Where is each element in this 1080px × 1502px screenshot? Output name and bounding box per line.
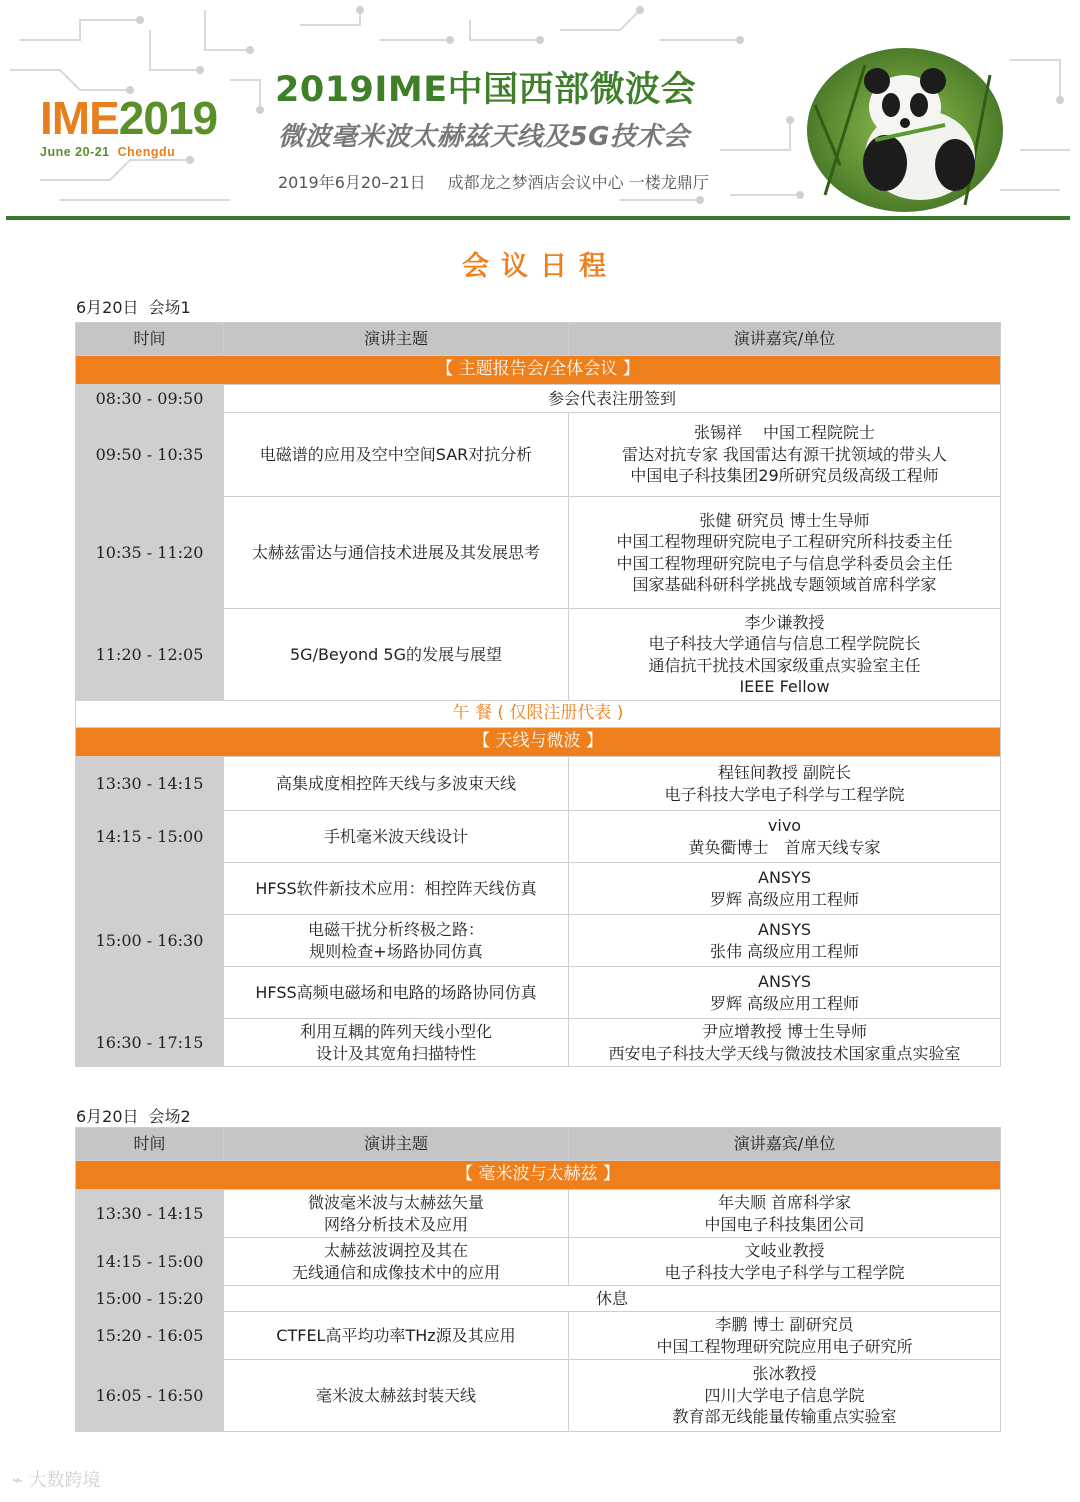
- header-speaker: 演讲嘉宾/单位: [569, 323, 1001, 356]
- speaker-cell: [569, 915, 1001, 967]
- speaker-line: 李少谦教授: [744, 612, 825, 632]
- section-band-keynote: 【 主题报告会/全体会议 】: [76, 356, 1001, 385]
- session1-hall: 会场1: [148, 298, 191, 317]
- session2-label: [76, 1104, 191, 1127]
- lunch-label: 午 餐 ( 仅限注册代表 ): [76, 701, 1001, 728]
- table-row: [76, 1019, 1001, 1067]
- topic-cell: [224, 1190, 569, 1238]
- table-row: [76, 609, 1001, 701]
- page-header: [0, 0, 1080, 225]
- topic-cell: [224, 967, 569, 1019]
- speaker-cell: [569, 1238, 1001, 1286]
- speaker-line: 张健 研究员 博士生导师: [699, 510, 870, 530]
- speaker-line: vivo: [767, 816, 802, 835]
- speaker-line: ANSYS: [758, 868, 811, 887]
- agenda-title: 会议日程: [462, 251, 618, 282]
- header-time: 时间: [76, 323, 224, 356]
- speaker-line: 黄奂衢博士 首席天线专家: [688, 837, 881, 857]
- speaker-line: 文岐业教授: [744, 1241, 825, 1260]
- section-band-mmwave: 【 毫米波与太赫兹 】: [76, 1161, 1001, 1190]
- table-row: [76, 1238, 1001, 1286]
- time-cell: 14:15 - 15:00: [76, 1238, 224, 1286]
- topic-line: 电磁谱的应用及空中空间SAR对抗分析: [259, 444, 533, 464]
- topic-line: 5G/Beyond 5G的发展与展望: [289, 644, 502, 664]
- watermark: [12, 1466, 101, 1492]
- speaker-line: 中国电子科技集团29所研究员级高级工程师: [630, 466, 939, 486]
- topic-cell: [224, 385, 1001, 413]
- speaker-line: ANSYS: [758, 972, 811, 991]
- speaker-cell: [569, 863, 1001, 915]
- time-cell: 16:30 - 17:15: [76, 1019, 224, 1067]
- section-band-row: [76, 356, 1001, 385]
- section-band-antenna: 【 天线与微波 】: [76, 728, 1001, 757]
- topic-line: 手机毫米波天线设计: [323, 826, 468, 846]
- speaker-line: 罗辉 高级应用工程师: [709, 889, 860, 909]
- header-topic: 演讲主题: [224, 1128, 569, 1161]
- section-band-row: [76, 728, 1001, 757]
- topic-line: 高集成度相控阵天线与多波束天线: [275, 773, 516, 793]
- speaker-line: 中国工程物理研究院电子与信息学科委员会主任: [616, 553, 953, 573]
- ime-logo: [40, 92, 218, 159]
- speaker-cell: [569, 1312, 1001, 1360]
- conference-subtitle: 微波毫米波太赫兹天线及5G技术会: [278, 122, 690, 152]
- table-row: [76, 811, 1001, 863]
- speaker-line: 张锡祥 中国工程院院士: [693, 423, 876, 443]
- logo-city-text: Chengdu: [117, 145, 176, 159]
- speaker-line: 张冰教授: [752, 1364, 817, 1384]
- speaker-line: 通信抗干扰技术国家级重点实验室主任: [648, 655, 921, 675]
- session2-table: [75, 1127, 1001, 1432]
- time-cell: 13:30 - 14:15: [76, 1190, 224, 1238]
- time-cell: 11:20 - 12:05: [76, 609, 224, 701]
- table-row: [76, 413, 1001, 497]
- topic-cell: [224, 1360, 569, 1432]
- topic-cell: [224, 497, 569, 609]
- table-row: [76, 863, 1001, 915]
- speaker-line: 四川大学电子信息学院: [704, 1385, 865, 1405]
- watermark-text: 大数跨境: [28, 1470, 101, 1491]
- speaker-line: 中国工程物理研究院应用电子研究所: [656, 1336, 913, 1356]
- logo-dates-text: June 20-21: [40, 145, 110, 159]
- time-cell: 09:50 - 10:35: [76, 413, 224, 497]
- time-cell: 15:00 - 15:20: [76, 1286, 224, 1312]
- topic-line: 规则检查+场路协同仿真: [309, 941, 483, 961]
- time-cell: 15:20 - 16:05: [76, 1312, 224, 1360]
- topic-cell: [224, 811, 569, 863]
- table-row: [76, 1312, 1001, 1360]
- session2-date: 6月20日: [76, 1107, 139, 1126]
- speaker-line: 国家基础科研科学挑战专题领域首席科学家: [632, 575, 937, 594]
- speaker-line: 西安电子科技大学天线与微波技术国家重点实验室: [608, 1043, 961, 1063]
- time-cell: 08:30 - 09:50: [76, 385, 224, 413]
- topic-cell: [224, 1312, 569, 1360]
- speaker-line: 张伟 高级应用工程师: [709, 941, 860, 961]
- speaker-line: 教育部无线能量传输重点实验室: [672, 1407, 897, 1427]
- table-row: [76, 385, 1001, 413]
- topic-line: 利用互耦的阵列天线小型化: [299, 1022, 492, 1041]
- speaker-cell: [569, 967, 1001, 1019]
- speaker-cell: [569, 497, 1001, 609]
- time-cell: 16:05 - 16:50: [76, 1360, 224, 1432]
- header-topic: 演讲主题: [224, 323, 569, 356]
- header-time: 时间: [76, 1128, 224, 1161]
- speaker-cell: [569, 757, 1001, 811]
- topic-line: 无线通信和成像技术中的应用: [291, 1262, 500, 1282]
- speaker-line: 电子科技大学通信与信息工程学院院长: [648, 634, 921, 653]
- speaker-cell: [569, 1360, 1001, 1432]
- speaker-line: ANSYS: [758, 920, 811, 939]
- time-cell: 10:35 - 11:20: [76, 497, 224, 609]
- header-speaker: 演讲嘉宾/单位: [569, 1128, 1001, 1161]
- table-row: [76, 757, 1001, 811]
- table-header-row: [76, 323, 1001, 356]
- section-band-row: [76, 1161, 1001, 1190]
- table-row: [76, 497, 1001, 609]
- speaker-line: 电子科技大学电子科学与工程学院: [664, 1262, 905, 1282]
- topic-cell: [224, 757, 569, 811]
- topic-line: CTFEL高平均功率THz源及其应用: [276, 1325, 516, 1345]
- speaker-line: IEEE Fellow: [739, 677, 830, 696]
- table-header-row: [76, 1128, 1001, 1161]
- speaker-line: 李鹏 博士 副研究员: [715, 1315, 854, 1334]
- speaker-cell: [569, 1190, 1001, 1238]
- session1-date: 6月20日: [76, 298, 139, 317]
- speaker-line: 年夫顺 首席科学家: [717, 1193, 852, 1212]
- topic-line: 设计及其宽角扫描特性: [315, 1043, 476, 1063]
- break-label: 休息: [224, 1286, 1001, 1312]
- session1-table: [75, 322, 1001, 1067]
- time-cell: 13:30 - 14:15: [76, 757, 224, 811]
- topic-line: 微波毫米波与太赫兹矢量: [307, 1193, 484, 1212]
- topic-line: HFSS软件新技术应用：相控阵天线仿真: [255, 878, 537, 898]
- topic-line: 参会代表注册签到: [547, 388, 676, 408]
- table-row: [76, 1190, 1001, 1238]
- conference-title: 2019IME中国西部微波会: [275, 70, 697, 110]
- topic-cell: [224, 413, 569, 497]
- speaker-cell: [569, 609, 1001, 701]
- speaker-line: 程钰间教授 副院长: [717, 763, 852, 782]
- table-row: [76, 1360, 1001, 1432]
- time-cell: 14:15 - 15:00: [76, 811, 224, 863]
- speaker-line: 罗辉 高级应用工程师: [709, 993, 860, 1013]
- lunch-row: [76, 701, 1001, 728]
- speaker-line: 电子科技大学电子科学与工程学院: [664, 784, 905, 804]
- speaker-line: 尹应增教授 博士生导师: [701, 1022, 868, 1041]
- topic-cell: [224, 915, 569, 967]
- topic-line: 太赫兹雷达与通信技术进展及其发展思考: [251, 542, 540, 562]
- topic-cell: [224, 1019, 569, 1067]
- topic-line: 网络分析技术及应用: [323, 1214, 468, 1234]
- panda-image: [805, 45, 1005, 215]
- speaker-line: 中国电子科技集团公司: [704, 1214, 865, 1234]
- logo-ime-text: IME: [40, 92, 119, 144]
- session2-hall: 会场2: [148, 1107, 191, 1126]
- speaker-cell: [569, 413, 1001, 497]
- conference-venue: 成都龙之梦酒店会议中心 一楼龙鼎厅: [447, 173, 709, 192]
- conference-date-venue: [278, 170, 709, 193]
- speaker-cell: [569, 1019, 1001, 1067]
- watermark-icon: ⌁: [12, 1470, 29, 1491]
- header-divider: [6, 216, 1070, 220]
- speaker-cell: [569, 811, 1001, 863]
- topic-cell: [224, 609, 569, 701]
- logo-year-text: 2019: [118, 92, 218, 144]
- topic-line: HFSS高频电磁场和电路的场路协同仿真: [255, 982, 537, 1002]
- speaker-line: 雷达对抗专家 我国雷达有源干扰领域的带头人: [621, 444, 948, 464]
- topic-line: 毫米波太赫兹封装天线: [315, 1385, 476, 1405]
- speaker-line: 中国工程物理研究院电子工程研究所科技委主任: [616, 532, 953, 551]
- time-cell: 15:00 - 16:30: [76, 863, 224, 1019]
- topic-cell: [224, 863, 569, 915]
- topic-line: 电磁干扰分析终极之路：: [307, 920, 484, 939]
- break-row: [76, 1286, 1001, 1312]
- topic-line: 太赫兹波调控及其在: [323, 1241, 468, 1260]
- session1-label: [76, 295, 191, 318]
- topic-cell: [224, 1238, 569, 1286]
- conference-date: 2019年6月20–21日: [278, 173, 426, 192]
